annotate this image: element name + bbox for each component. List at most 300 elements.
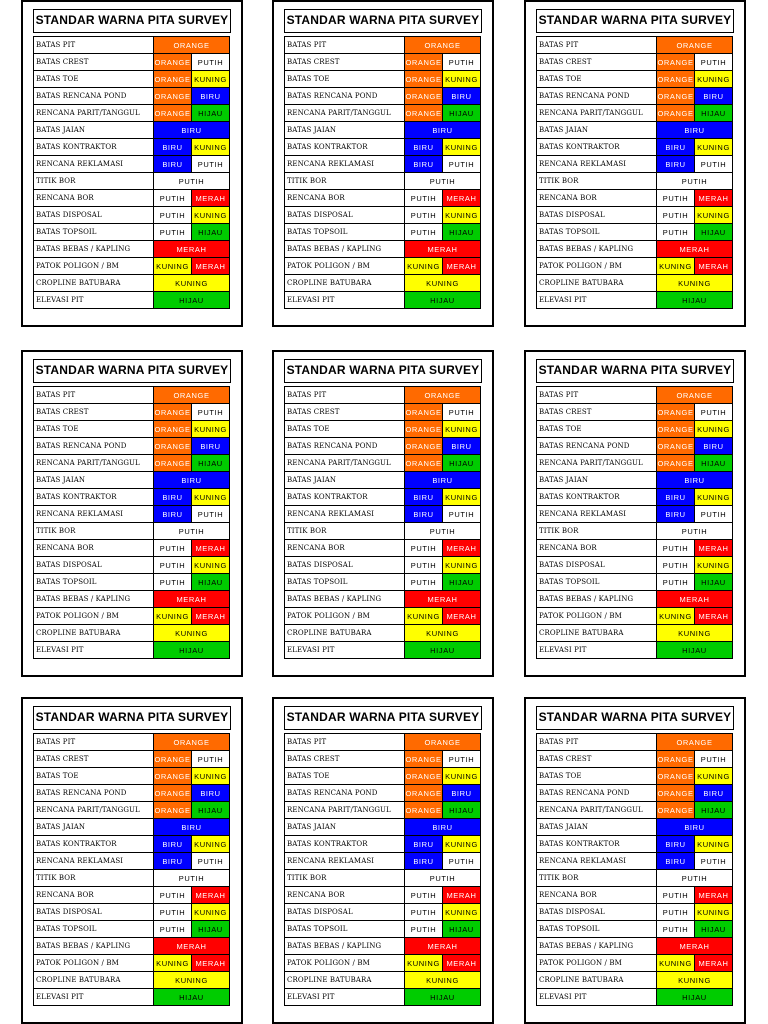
tape-color-swatch: PUTIH xyxy=(405,887,443,904)
tape-color-swatch: ORANGE xyxy=(657,54,695,71)
row-label: BATAS DISPOSAL xyxy=(285,557,405,574)
tape-color-swatch: PUTIH xyxy=(695,54,733,71)
tape-color-swatch: PUTIH xyxy=(657,173,733,190)
tape-color-swatch: PUTIH xyxy=(154,870,230,887)
tape-color-swatch: HIJAU xyxy=(405,292,481,309)
tape-color-swatch: BIRU xyxy=(405,853,443,870)
tape-color-swatch: MERAH xyxy=(405,938,481,955)
tape-color-swatch: MERAH xyxy=(192,608,230,625)
tape-color-swatch: KUNING xyxy=(192,71,230,88)
tape-color-swatch: ORANGE xyxy=(154,802,192,819)
row-label: CROPLINE BATUBARA xyxy=(285,275,405,292)
row-label: BATAS DISPOSAL xyxy=(285,207,405,224)
tape-color-swatch: BIRU xyxy=(695,438,733,455)
tape-color-swatch: BIRU xyxy=(154,819,230,836)
row-label: PATOK POLIGON / BM xyxy=(285,955,405,972)
tape-color-swatch: ORANGE xyxy=(657,88,695,105)
tape-color-swatch: ORANGE xyxy=(657,734,733,751)
tape-color-swatch: KUNING xyxy=(443,207,481,224)
tape-color-swatch: KUNING xyxy=(192,836,230,853)
row-label: BATAS BEBAS / KAPLING xyxy=(34,938,154,955)
table-row xyxy=(285,972,481,989)
tape-color-swatch: ORANGE xyxy=(154,54,192,71)
row-label: TITIK BOR xyxy=(34,523,154,540)
table-row xyxy=(537,768,733,785)
table-row xyxy=(537,938,733,955)
row-label: PATOK POLIGON / BM xyxy=(285,258,405,275)
row-label: TITIK BOR xyxy=(34,173,154,190)
table-row xyxy=(537,387,733,404)
color-legend-table xyxy=(536,733,733,1006)
tape-color-swatch: KUNING xyxy=(405,625,481,642)
tape-color-swatch: PUTIH xyxy=(657,921,695,938)
row-label: PATOK POLIGON / BM xyxy=(34,258,154,275)
tape-color-swatch: KUNING xyxy=(695,207,733,224)
tape-color-swatch: MERAH xyxy=(443,190,481,207)
row-label: RENCANA REKLAMASI xyxy=(285,506,405,523)
tape-color-swatch: KUNING xyxy=(657,258,695,275)
row-label: BATAS RENCANA POND xyxy=(537,785,657,802)
row-label: BATAS DISPOSAL xyxy=(537,557,657,574)
tape-color-swatch: ORANGE xyxy=(154,71,192,88)
tape-color-swatch: ORANGE xyxy=(405,421,443,438)
table-row xyxy=(34,870,230,887)
row-label: RENCANA REKLAMASI xyxy=(285,156,405,173)
table-row xyxy=(34,768,230,785)
table-row xyxy=(537,540,733,557)
table-row xyxy=(34,139,230,156)
tape-color-swatch: BIRU xyxy=(695,785,733,802)
tape-color-swatch: PUTIH xyxy=(695,156,733,173)
row-label: ELEVASI PIT xyxy=(537,989,657,1006)
row-label: BATAS TOPSOIL xyxy=(285,921,405,938)
tape-color-swatch: PUTIH xyxy=(154,557,192,574)
row-label: BATAS RENCANA POND xyxy=(285,785,405,802)
tape-color-swatch: MERAH xyxy=(192,258,230,275)
tape-color-swatch: ORANGE xyxy=(405,785,443,802)
table-row xyxy=(285,574,481,591)
tape-color-swatch: HIJAU xyxy=(443,455,481,472)
row-label: RENCANA PARIT/TANGGUL xyxy=(537,802,657,819)
tape-color-swatch: HIJAU xyxy=(695,224,733,241)
row-label: BATAS KONTRAKTOR xyxy=(285,139,405,156)
row-label: RENCANA PARIT/TANGGUL xyxy=(285,455,405,472)
table-row xyxy=(537,37,733,54)
table-row xyxy=(537,921,733,938)
row-label: RENCANA PARIT/TANGGUL xyxy=(34,105,154,122)
row-label: RENCANA BOR xyxy=(34,540,154,557)
table-row xyxy=(537,642,733,659)
table-row xyxy=(285,258,481,275)
color-legend-table xyxy=(284,386,481,659)
row-label: TITIK BOR xyxy=(34,870,154,887)
tape-color-swatch: ORANGE xyxy=(405,751,443,768)
tape-color-swatch: HIJAU xyxy=(192,802,230,819)
table-row xyxy=(537,455,733,472)
table-row xyxy=(537,173,733,190)
tape-color-swatch: ORANGE xyxy=(405,387,481,404)
row-label: TITIK BOR xyxy=(537,173,657,190)
row-label: BATAS DISPOSAL xyxy=(34,557,154,574)
tape-color-swatch: KUNING xyxy=(405,955,443,972)
tape-color-swatch: KUNING xyxy=(695,489,733,506)
tape-color-swatch: ORANGE xyxy=(657,751,695,768)
table-row xyxy=(285,190,481,207)
tape-color-swatch: PUTIH xyxy=(192,156,230,173)
tape-color-swatch: KUNING xyxy=(192,139,230,156)
row-label: BATAS DISPOSAL xyxy=(34,904,154,921)
table-row xyxy=(34,156,230,173)
row-label: PATOK POLIGON / BM xyxy=(34,955,154,972)
table-row xyxy=(537,506,733,523)
tape-color-swatch: ORANGE xyxy=(154,751,192,768)
tape-color-swatch: ORANGE xyxy=(657,421,695,438)
table-row xyxy=(285,387,481,404)
row-label: BATAS PIT xyxy=(34,37,154,54)
row-label: BATAS JAIAN xyxy=(537,122,657,139)
tape-color-swatch: BIRU xyxy=(192,785,230,802)
tape-color-swatch: PUTIH xyxy=(443,404,481,421)
table-row xyxy=(285,642,481,659)
table-row xyxy=(537,207,733,224)
tape-color-swatch: KUNING xyxy=(154,955,192,972)
tape-color-swatch: MERAH xyxy=(443,955,481,972)
tape-color-swatch: BIRU xyxy=(154,122,230,139)
row-label: BATAS CREST xyxy=(537,404,657,421)
row-label: ELEVASI PIT xyxy=(285,292,405,309)
table-row xyxy=(285,455,481,472)
tape-color-swatch: PUTIH xyxy=(405,921,443,938)
row-label: BATAS KONTRAKTOR xyxy=(537,139,657,156)
table-row xyxy=(34,224,230,241)
row-label: RENCANA REKLAMASI xyxy=(285,853,405,870)
table-row xyxy=(285,404,481,421)
table-row xyxy=(285,989,481,1006)
row-label: TITIK BOR xyxy=(285,870,405,887)
tape-color-swatch: MERAH xyxy=(443,540,481,557)
legend-card xyxy=(524,697,746,1024)
table-row xyxy=(34,785,230,802)
table-row xyxy=(285,608,481,625)
row-label: RENCANA BOR xyxy=(34,190,154,207)
row-label: BATAS TOE xyxy=(537,768,657,785)
tape-color-swatch: ORANGE xyxy=(154,88,192,105)
color-legend-table xyxy=(536,36,733,309)
tape-color-swatch: MERAH xyxy=(657,938,733,955)
row-label: BATAS CREST xyxy=(537,54,657,71)
table-row xyxy=(537,819,733,836)
tape-color-swatch: BIRU xyxy=(405,156,443,173)
tape-color-swatch: BIRU xyxy=(192,88,230,105)
row-label: RENCANA BOR xyxy=(537,540,657,557)
row-label: BATAS TOPSOIL xyxy=(537,574,657,591)
row-label: BATAS RENCANA POND xyxy=(537,438,657,455)
tape-color-swatch: PUTIH xyxy=(443,156,481,173)
tape-color-swatch: HIJAU xyxy=(695,455,733,472)
tape-color-swatch: KUNING xyxy=(657,972,733,989)
tape-color-swatch: KUNING xyxy=(154,608,192,625)
table-row xyxy=(34,122,230,139)
tape-color-swatch: MERAH xyxy=(695,190,733,207)
row-label: BATAS DISPOSAL xyxy=(285,904,405,921)
tape-color-swatch: PUTIH xyxy=(405,523,481,540)
row-label: BATAS CREST xyxy=(285,751,405,768)
table-row xyxy=(34,275,230,292)
tape-color-swatch: HIJAU xyxy=(405,642,481,659)
tape-color-swatch: BIRU xyxy=(405,836,443,853)
row-label: BATAS RENCANA POND xyxy=(537,88,657,105)
tape-color-swatch: BIRU xyxy=(154,853,192,870)
tape-color-swatch: KUNING xyxy=(443,421,481,438)
tape-color-swatch: MERAH xyxy=(154,241,230,258)
table-row xyxy=(34,540,230,557)
row-label: CROPLINE BATUBARA xyxy=(34,625,154,642)
row-label: BATAS PIT xyxy=(34,387,154,404)
card-title: STANDAR WARNA PITA SURVEY xyxy=(33,9,231,33)
row-label: BATAS TOE xyxy=(34,768,154,785)
table-row xyxy=(34,989,230,1006)
row-label: CROPLINE BATUBARA xyxy=(34,972,154,989)
row-label: BATAS TOE xyxy=(34,71,154,88)
tape-color-swatch: HIJAU xyxy=(154,292,230,309)
row-label: BATAS JAIAN xyxy=(537,819,657,836)
tape-color-swatch: KUNING xyxy=(695,71,733,88)
table-row xyxy=(537,156,733,173)
table-row xyxy=(537,88,733,105)
table-row xyxy=(537,292,733,309)
tape-color-swatch: PUTIH xyxy=(657,207,695,224)
row-label: CROPLINE BATUBARA xyxy=(537,972,657,989)
row-label: BATAS JAIAN xyxy=(285,472,405,489)
table-row xyxy=(285,156,481,173)
tape-color-swatch: BIRU xyxy=(154,489,192,506)
row-label: ELEVASI PIT xyxy=(34,989,154,1006)
tape-color-swatch: PUTIH xyxy=(657,870,733,887)
table-row xyxy=(537,734,733,751)
tape-color-swatch: KUNING xyxy=(695,421,733,438)
row-label: BATAS PIT xyxy=(285,37,405,54)
legend-card xyxy=(21,697,243,1024)
tape-color-swatch: MERAH xyxy=(443,258,481,275)
tape-color-swatch: PUTIH xyxy=(154,574,192,591)
table-row xyxy=(537,955,733,972)
tape-color-swatch: BIRU xyxy=(154,156,192,173)
row-label: BATAS PIT xyxy=(537,387,657,404)
tape-color-swatch: HIJAU xyxy=(154,989,230,1006)
tape-color-swatch: KUNING xyxy=(695,904,733,921)
table-row xyxy=(34,574,230,591)
table-row xyxy=(34,173,230,190)
tape-color-swatch: MERAH xyxy=(192,190,230,207)
row-label: BATAS TOE xyxy=(537,71,657,88)
tape-color-swatch: HIJAU xyxy=(695,105,733,122)
tape-color-swatch: ORANGE xyxy=(405,768,443,785)
tape-color-swatch: PUTIH xyxy=(192,404,230,421)
tape-color-swatch: ORANGE xyxy=(154,37,230,54)
row-label: BATAS KONTRAKTOR xyxy=(537,489,657,506)
tape-color-swatch: KUNING xyxy=(443,836,481,853)
tape-color-swatch: ORANGE xyxy=(405,105,443,122)
tape-color-swatch: BIRU xyxy=(154,506,192,523)
row-label: BATAS RENCANA POND xyxy=(285,438,405,455)
table-row xyxy=(537,122,733,139)
tape-color-swatch: KUNING xyxy=(657,955,695,972)
row-label: BATAS BEBAS / KAPLING xyxy=(34,241,154,258)
tape-color-swatch: PUTIH xyxy=(405,173,481,190)
table-row xyxy=(34,37,230,54)
tape-color-swatch: PUTIH xyxy=(443,54,481,71)
tape-color-swatch: ORANGE xyxy=(657,438,695,455)
table-row xyxy=(285,955,481,972)
row-label: RENCANA PARIT/TANGGUL xyxy=(537,455,657,472)
table-row xyxy=(285,71,481,88)
tape-color-swatch: MERAH xyxy=(443,608,481,625)
table-row xyxy=(285,870,481,887)
tape-color-swatch: BIRU xyxy=(405,139,443,156)
row-label: BATAS DISPOSAL xyxy=(537,904,657,921)
tape-color-swatch: PUTIH xyxy=(154,887,192,904)
table-row xyxy=(34,489,230,506)
table-row xyxy=(285,472,481,489)
tape-color-swatch: ORANGE xyxy=(154,734,230,751)
table-row xyxy=(285,819,481,836)
tape-color-swatch: MERAH xyxy=(154,591,230,608)
row-label: RENCANA PARIT/TANGGUL xyxy=(34,802,154,819)
row-label: BATAS TOE xyxy=(34,421,154,438)
tape-color-swatch: KUNING xyxy=(192,904,230,921)
tape-color-swatch: PUTIH xyxy=(154,173,230,190)
row-label: BATAS CREST xyxy=(537,751,657,768)
table-row xyxy=(285,139,481,156)
table-row xyxy=(285,489,481,506)
table-row xyxy=(34,105,230,122)
tape-color-swatch: BIRU xyxy=(657,506,695,523)
tape-color-swatch: BIRU xyxy=(443,438,481,455)
legend-card xyxy=(272,697,494,1024)
tape-color-swatch: ORANGE xyxy=(154,785,192,802)
tape-color-swatch: BIRU xyxy=(154,139,192,156)
table-row xyxy=(537,258,733,275)
table-row xyxy=(34,438,230,455)
tape-color-swatch: KUNING xyxy=(695,139,733,156)
tape-color-swatch: ORANGE xyxy=(657,387,733,404)
row-label: BATAS PIT xyxy=(537,37,657,54)
row-label: RENCANA REKLAMASI xyxy=(34,156,154,173)
row-label: BATAS CREST xyxy=(285,54,405,71)
row-label: BATAS JAIAN xyxy=(34,819,154,836)
row-label: PATOK POLIGON / BM xyxy=(537,258,657,275)
tape-color-swatch: BIRU xyxy=(405,122,481,139)
tape-color-swatch: BIRU xyxy=(657,819,733,836)
tape-color-swatch: PUTIH xyxy=(192,853,230,870)
table-row xyxy=(34,904,230,921)
row-label: BATAS DISPOSAL xyxy=(537,207,657,224)
tape-color-swatch: KUNING xyxy=(405,972,481,989)
table-row xyxy=(537,241,733,258)
table-row xyxy=(537,523,733,540)
tape-color-swatch: BIRU xyxy=(405,819,481,836)
row-label: BATAS KONTRAKTOR xyxy=(537,836,657,853)
table-row xyxy=(34,625,230,642)
card-title: STANDAR WARNA PITA SURVEY xyxy=(536,706,734,730)
tape-color-swatch: KUNING xyxy=(405,608,443,625)
row-label: CROPLINE BATUBARA xyxy=(285,972,405,989)
tape-color-swatch: PUTIH xyxy=(657,523,733,540)
tape-color-swatch: PUTIH xyxy=(154,904,192,921)
tape-color-swatch: HIJAU xyxy=(405,989,481,1006)
tape-color-swatch: KUNING xyxy=(657,275,733,292)
row-label: BATAS CREST xyxy=(34,404,154,421)
row-label: RENCANA BOR xyxy=(537,190,657,207)
table-row xyxy=(285,540,481,557)
table-row xyxy=(285,173,481,190)
tape-color-swatch: PUTIH xyxy=(154,921,192,938)
table-row xyxy=(34,404,230,421)
tape-color-swatch: ORANGE xyxy=(154,455,192,472)
legend-card xyxy=(524,350,746,677)
row-label: RENCANA BOR xyxy=(285,190,405,207)
table-row xyxy=(34,972,230,989)
tape-color-swatch: HIJAU xyxy=(192,921,230,938)
tape-color-swatch: KUNING xyxy=(154,972,230,989)
tape-color-swatch: ORANGE xyxy=(405,455,443,472)
table-row xyxy=(285,88,481,105)
tape-color-swatch: KUNING xyxy=(154,625,230,642)
tape-color-swatch: BIRU xyxy=(405,506,443,523)
tape-color-swatch: ORANGE xyxy=(657,785,695,802)
tape-color-swatch: BIRU xyxy=(192,438,230,455)
table-row xyxy=(285,887,481,904)
tape-color-swatch: KUNING xyxy=(443,71,481,88)
tape-color-swatch: ORANGE xyxy=(657,404,695,421)
row-label: CROPLINE BATUBARA xyxy=(537,275,657,292)
tape-color-swatch: KUNING xyxy=(443,904,481,921)
tape-color-swatch: MERAH xyxy=(695,258,733,275)
row-label: BATAS BEBAS / KAPLING xyxy=(285,938,405,955)
tape-color-swatch: HIJAU xyxy=(695,921,733,938)
tape-color-swatch: PUTIH xyxy=(192,751,230,768)
legend-card xyxy=(524,0,746,327)
table-row xyxy=(285,734,481,751)
table-row xyxy=(537,904,733,921)
legend-card xyxy=(272,350,494,677)
table-row xyxy=(34,751,230,768)
table-row xyxy=(34,292,230,309)
row-label: BATAS JAIAN xyxy=(34,472,154,489)
row-label: BATAS KONTRAKTOR xyxy=(285,489,405,506)
tape-color-swatch: ORANGE xyxy=(154,438,192,455)
row-label: PATOK POLIGON / BM xyxy=(285,608,405,625)
table-row xyxy=(537,972,733,989)
row-label: BATAS TOPSOIL xyxy=(285,224,405,241)
tape-color-swatch: KUNING xyxy=(443,139,481,156)
tape-color-swatch: BIRU xyxy=(657,139,695,156)
tape-color-swatch: PUTIH xyxy=(443,506,481,523)
tape-color-swatch: KUNING xyxy=(192,421,230,438)
color-legend-table xyxy=(33,733,230,1006)
table-row xyxy=(34,955,230,972)
table-row xyxy=(34,506,230,523)
tape-color-swatch: PUTIH xyxy=(657,224,695,241)
table-row xyxy=(285,523,481,540)
table-row xyxy=(537,105,733,122)
table-row xyxy=(34,819,230,836)
table-row xyxy=(34,591,230,608)
table-row xyxy=(34,642,230,659)
row-label: PATOK POLIGON / BM xyxy=(34,608,154,625)
tape-color-swatch: ORANGE xyxy=(405,37,481,54)
row-label: BATAS KONTRAKTOR xyxy=(285,836,405,853)
